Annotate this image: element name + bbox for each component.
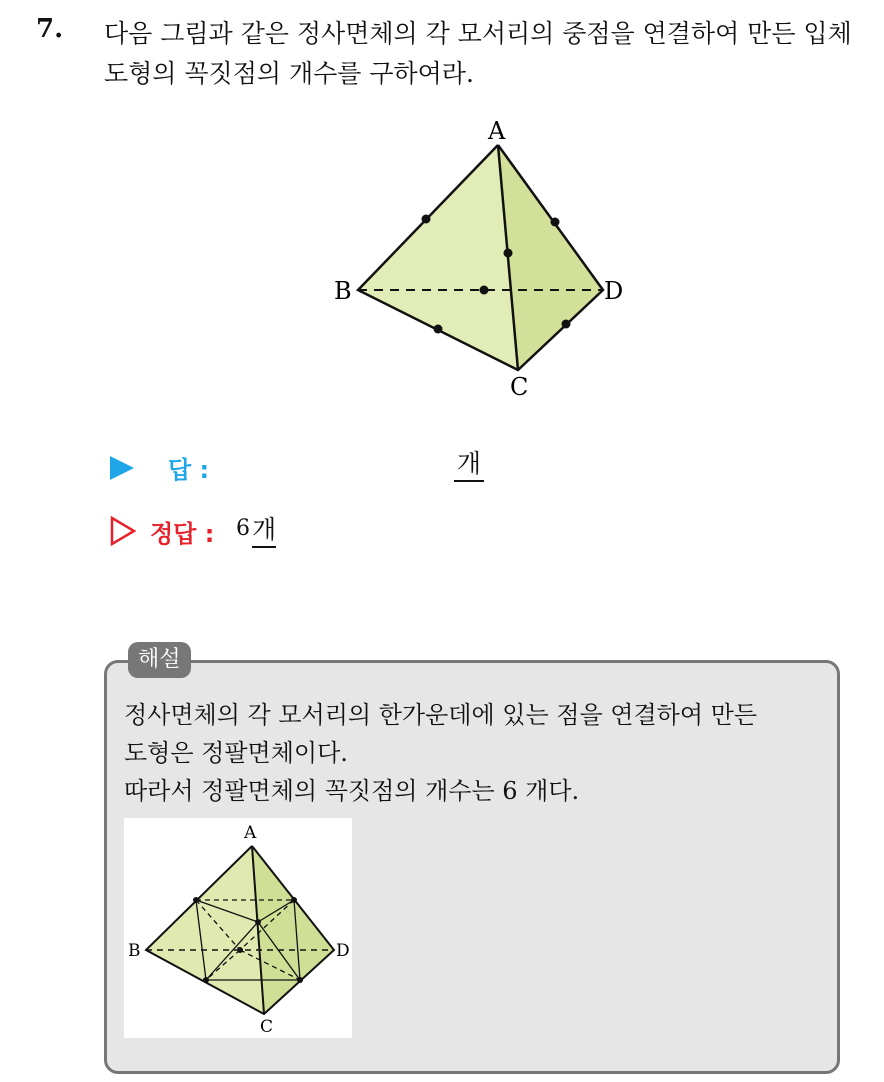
label-c: C <box>510 373 529 401</box>
midpoint-ab <box>422 215 431 224</box>
answer-row <box>110 448 610 488</box>
label2-a: A <box>244 823 257 843</box>
outline-triangle-icon <box>110 516 136 546</box>
midpoint-ac <box>504 249 513 258</box>
explanation-tag: 해설 <box>128 642 191 678</box>
midpoint-bd <box>480 286 489 295</box>
octahedron-in-tetrahedron-figure <box>124 818 352 1038</box>
question-line-2: 도형의 꼭짓점의 개수를 구하여라. <box>104 59 474 88</box>
label2-d: D <box>336 941 350 961</box>
face-abc <box>358 145 518 370</box>
answer-label: 답 : <box>168 456 210 484</box>
correct-answer-label: 정답 : <box>150 520 215 548</box>
midpoint-cd <box>562 320 571 329</box>
label-b: B <box>334 277 352 305</box>
label-d: D <box>604 277 624 305</box>
explanation-line-3: 따라서 정팔면체의 꼭짓점의 개수는 6 개다. <box>124 777 580 805</box>
label2-c: C <box>260 1017 274 1037</box>
tetrahedron-figure <box>320 115 630 405</box>
answer-input[interactable]: 개 <box>454 448 484 482</box>
question-line-1: 다음 그림과 같은 정사면체의 각 모서리의 중점을 연결하여 만든 입체 <box>104 19 852 48</box>
correct-answer-unit: 개 <box>252 514 276 548</box>
play-triangle-icon <box>110 456 134 480</box>
label2-b: B <box>128 941 141 961</box>
correct-answer-value: 6 <box>236 516 250 541</box>
explanation-line-2: 도형은 정팔면체이다. <box>124 739 348 767</box>
midpoint-ad <box>551 218 560 227</box>
correct-answer-row <box>110 512 610 552</box>
explanation-text <box>124 696 824 810</box>
question-text <box>104 14 864 94</box>
label-a: A <box>488 117 506 145</box>
explanation-line-1: 정사면체의 각 모서리의 한가운데에 있는 점을 연결하여 만든 <box>124 701 758 729</box>
question-number: 7. <box>36 14 64 44</box>
midpoint-bc <box>434 325 443 334</box>
